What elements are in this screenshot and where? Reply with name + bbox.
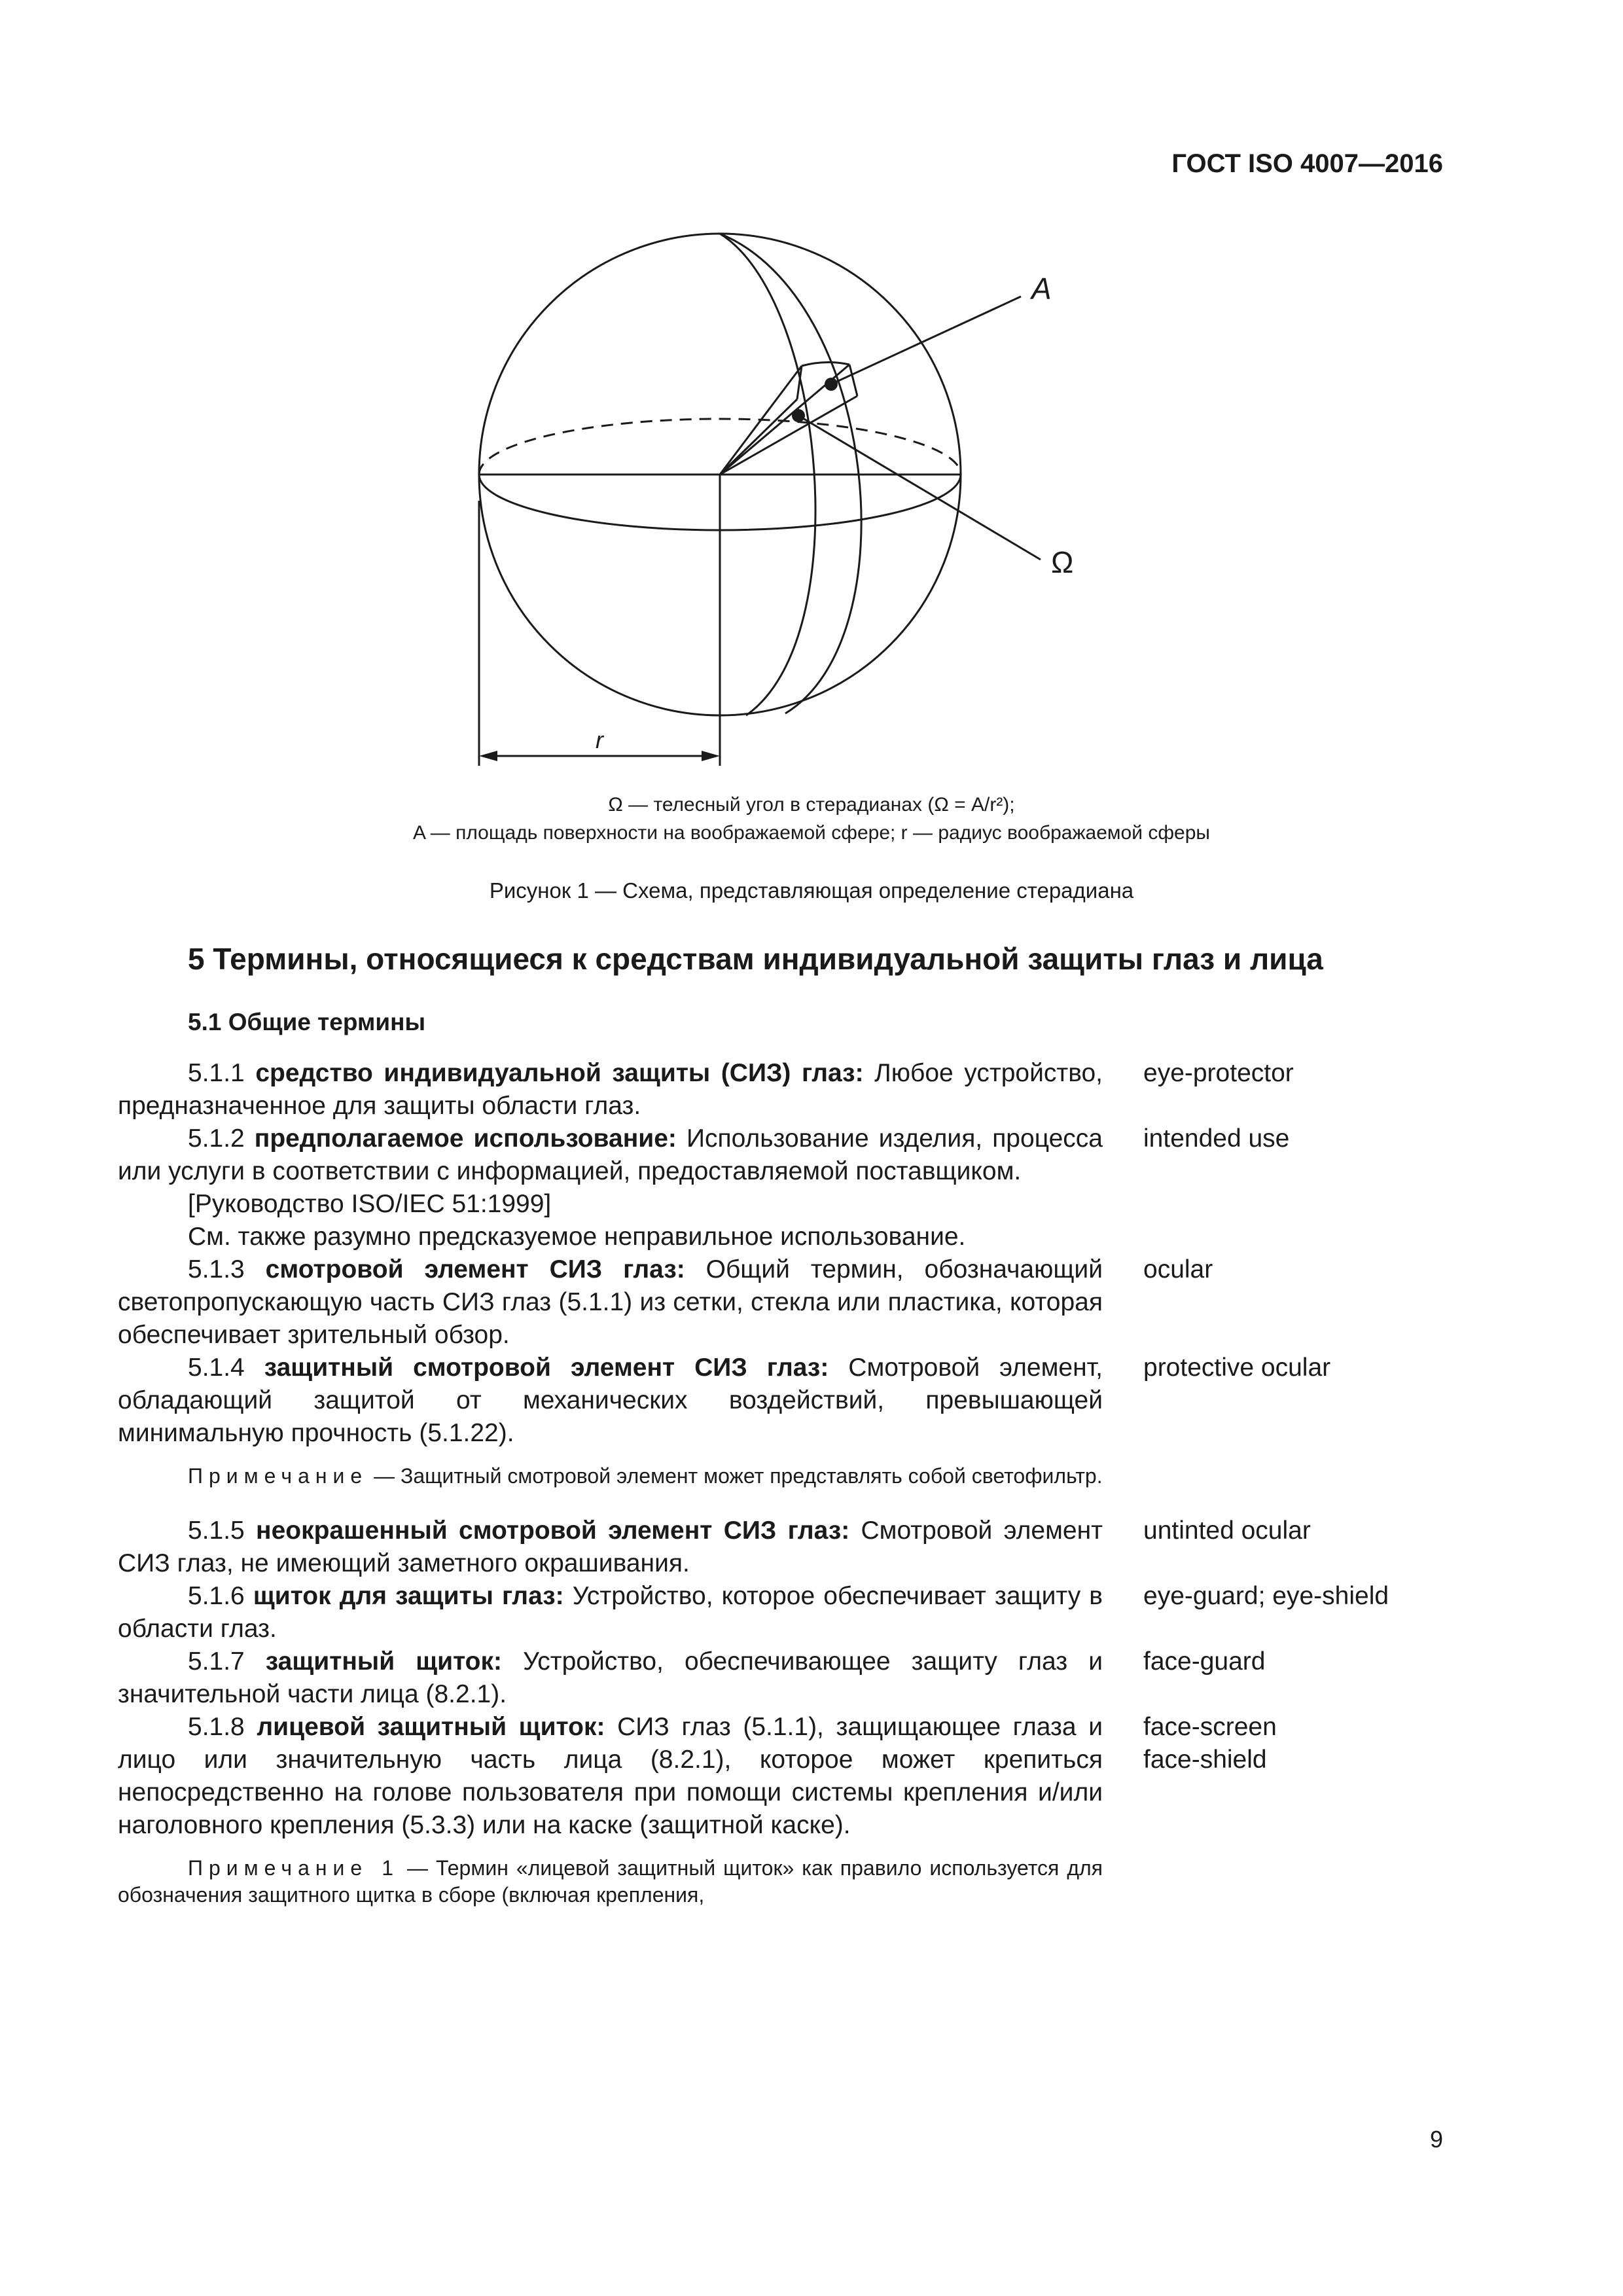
- term-english: ocular: [1143, 1255, 1213, 1283]
- term-name: лицевой защитный щиток:: [257, 1713, 605, 1741]
- dot-a: [825, 378, 838, 391]
- note-label: Примечание 1: [188, 1856, 400, 1880]
- term-text: [118, 1515, 1103, 1580]
- term-definition: Смотровой элемент, обладающий защитой от механических воздействий, превышающей минимальную прочность (5.1.22).: [118, 1354, 1103, 1447]
- label-r: r: [596, 726, 603, 753]
- term-name: защитный щиток:: [265, 1647, 503, 1676]
- term-entry-5-1-1: [118, 1057, 1505, 1122]
- term-definition: Устройство, обеспечивающее защиту глаз и значительной части лица (8.2.1).: [118, 1647, 1103, 1708]
- term-entry-5-1-3: [118, 1253, 1505, 1352]
- term-definition: Устройство, которое обеспечивает защиту в области глаз.: [118, 1582, 1103, 1643]
- term-entry-5-1-7: [118, 1645, 1505, 1711]
- note-label: Примечание: [188, 1464, 368, 1488]
- term-name: средство индивидуальной защиты (СИЗ) глаз:: [255, 1059, 864, 1087]
- term-name: защитный смотровой элемент СИЗ глаз:: [264, 1354, 829, 1382]
- term-text: [118, 1352, 1103, 1450]
- term-text: [118, 1253, 1103, 1352]
- note-text: — Термин «лицевой защитный щиток» как правило используется для обозначения защитного щитка в сборе (включая крепления,: [118, 1856, 1103, 1907]
- figure-caption: Рисунок 1 — Схема, представляющая определение стерадиана: [489, 878, 1134, 903]
- term-definition: Использование изделия, процесса или услуги в соответствии с информацией, предоставляемой поставщиком.: [118, 1124, 1103, 1185]
- term-number: 5.1.2: [188, 1124, 245, 1153]
- term-english-1: face-screen: [1143, 1713, 1277, 1741]
- section-title: 5 Термины, относящиеся к средствам индивидуальной защиты глаз и лица: [188, 942, 1323, 976]
- figure-legend-line-2: A — площадь поверхности на воображаемой сфере; r — радиус воображаемой сферы: [413, 822, 1210, 844]
- term-number: 5.1.1: [188, 1059, 245, 1087]
- term-english: untinted ocular: [1143, 1516, 1311, 1545]
- term-text: [118, 1645, 1103, 1711]
- term-english: intended use: [1143, 1124, 1290, 1153]
- cone-line-1: [720, 366, 802, 475]
- term-definition: Смотровой элемент СИЗ глаз, не имеющий заметного окрашивания.: [118, 1516, 1103, 1577]
- patch-edge-2: [849, 365, 857, 396]
- note-text: — Защитный смотровой элемент может представлять собой светофильтр.: [374, 1464, 1103, 1488]
- term-entry-5-1-2: [118, 1122, 1505, 1188]
- term-number: 5.1.8: [188, 1713, 245, 1741]
- term-english: protective ocular: [1143, 1354, 1331, 1382]
- term-source-text: [Руководство ISO/IEC 51:1999]: [188, 1190, 552, 1218]
- term-name: предполагаемое использование:: [254, 1124, 677, 1153]
- term-number: 5.1.5: [188, 1516, 245, 1545]
- area-patch: [802, 362, 849, 366]
- term-text: [118, 1057, 1103, 1122]
- term-source: [118, 1188, 1505, 1221]
- leader-a: [831, 296, 1021, 384]
- term-number: 5.1.7: [188, 1647, 245, 1676]
- term-see-also: [118, 1221, 1505, 1253]
- arrowhead-left: [479, 751, 497, 761]
- term-number: 5.1.6: [188, 1582, 245, 1610]
- arrowhead-right: [702, 751, 720, 761]
- page-number: 9: [1429, 2126, 1443, 2153]
- steradian-diagram: [458, 219, 1113, 789]
- term-entry-5-1-6: [118, 1580, 1505, 1645]
- subsection-title: 5.1 Общие термины: [188, 1009, 426, 1035]
- term-english: eye-protector: [1143, 1059, 1294, 1087]
- term-definition: СИЗ глаз (5.1.1), защищающее глаза и лицо или значительную часть лица (8.2.1), которое может крепиться непосредственно на голове пользователя при помощи системы крепления и/или наголовного крепления (5.3.3) или на каске (защитной каске).: [118, 1713, 1103, 1839]
- leader-omega: [798, 416, 1041, 560]
- term-number: 5.1.3: [188, 1255, 245, 1283]
- term-entry-5-1-4: [118, 1352, 1505, 1450]
- term-english: eye-guard; eye-shield: [1143, 1582, 1389, 1610]
- term-entry-5-1-5: [118, 1515, 1505, 1580]
- term-english-2: face-shield: [1143, 1746, 1267, 1774]
- term-see-also-text: См. также разумно предсказуемое неправильное использование.: [188, 1223, 966, 1251]
- term-english: face-guard: [1143, 1647, 1266, 1676]
- terms-list: [118, 1057, 1505, 1923]
- note-1-5-1-8: [118, 1855, 1103, 1909]
- equator-back: [479, 419, 961, 475]
- term-name: неокрашенный смотровой элемент СИЗ глаз:: [256, 1516, 850, 1545]
- figure-legend-line-1: Ω — телесный угол в стерадианах (Ω = A/r²);: [608, 794, 1015, 816]
- term-definition: Любое устройство, предназначенное для защиты области глаз.: [118, 1059, 1103, 1120]
- term-english: [1143, 1711, 1471, 1776]
- term-number: 5.1.4: [188, 1354, 245, 1382]
- term-definition: Общий термин, обозначающий светопропускающую часть СИЗ глаз (5.1.1) из сетки, стекла или пластика, которая обеспечивает зрительный обзор.: [118, 1255, 1103, 1349]
- note-5-1-4: [118, 1463, 1103, 1490]
- label-a: A: [1031, 272, 1052, 306]
- dot-omega: [792, 409, 805, 422]
- term-text: [118, 1711, 1103, 1842]
- term-name: смотровой элемент СИЗ глаз:: [265, 1255, 685, 1283]
- term-name: щиток для защиты глаз:: [253, 1582, 564, 1610]
- label-omega: Ω: [1051, 545, 1074, 579]
- document-header: ГОСТ ISO 4007—2016: [1171, 149, 1443, 178]
- term-entry-5-1-8: [118, 1711, 1505, 1842]
- term-text: [118, 1580, 1103, 1645]
- term-text: [118, 1122, 1103, 1188]
